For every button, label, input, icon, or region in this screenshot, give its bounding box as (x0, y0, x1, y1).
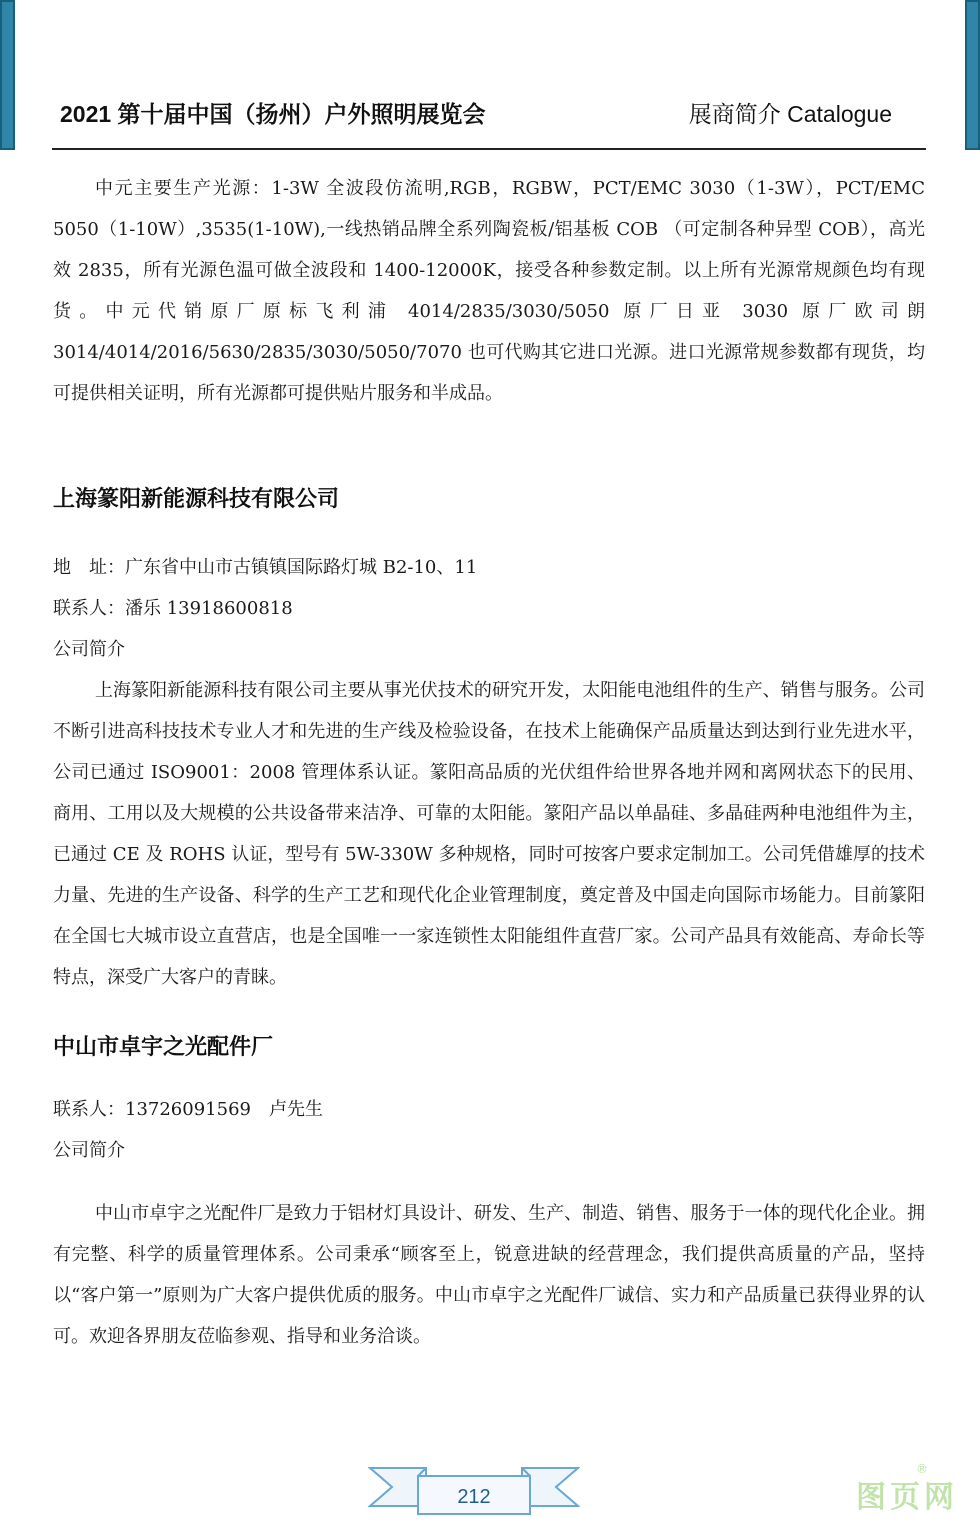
header-title: 2021 第十届中国（扬州）户外照明展览会 (60, 101, 486, 127)
page-footer (368, 1462, 580, 1518)
company-1-name: 上海篆阳新能源科技有限公司 (53, 486, 340, 511)
company-1-intro-label: 公司简介 (53, 639, 125, 660)
company-section-1 (53, 478, 925, 998)
page-content (53, 168, 925, 1357)
watermark-registered-mark: ® (916, 1462, 928, 1476)
page-header (56, 96, 926, 136)
header-catalogue: 展商简介 Catalogue (688, 101, 892, 127)
company-1-contact: 联系人：潘乐 13918600818 (53, 598, 293, 619)
company-1-address: 地 址：广东省中山市古镇镇国际路灯城 B2-10、11 (53, 557, 478, 578)
company-2-name: 中山市卓宇之光配件厂 (53, 1034, 274, 1059)
company-2-description: 中山市卓宇之光配件厂是致力于铝材灯具设计、研发、生产、制造、销售、服务于一体的现代化企业。拥有完整、科学的质量管理体系。公司秉承“顾客至上，锐意进缺的经营理念，我们提供高质量的产品，坚持以“客户第一”原则为广大客户提供优质的服务。中山市卓宇之光配件厂诚信、实力和产品质量已获得业界的认可。欢迎各界朋友莅临参观、指导和业务洽谈。 (53, 1203, 925, 1347)
company-1-description: 上海篆阳新能源科技有限公司主要从事光伏技术的研究开发，太阳能电池组件的生产、销售与服务。公司不断引进高科技技术专业人才和先进的生产线及检验设备，在技术上能确保产品质量达到达到行业先进水平，公司已通过 ISO9001：2008 管理体系认证。篆阳高品质的光伏组件给世界各地并网和离网状态下的民用、商用、工用以及大规模的公共设备带来洁净、可靠的太阳能。篆阳产品以单晶硅、多晶硅两种电池组件为主，已通过 CE 及 ROHS 认证，型号有 5W-330W 多种规格，同时可按客户要求定制加工。公司凭借雄厚的技术力量、先进的生产设备、科学的生产工艺和现代化企业管理制度，奠定普及中国走向国际市场能力。目前篆阳在全国七大城市设立直营店，也是全国唯一一家连锁性太阳能组件直营厂家。公司产品具有效能高、寿命长等特点，深受广大客户的青睐。 (53, 680, 925, 988)
intro-paragraph: 中元主要生产光源：1-3W 全波段仿流明,RGB，RGBW，PCT/EMC 3030（1-3W），PCT/EMC 5050（1-10W）,3535(1-10W),一线热销品牌全系列陶瓷板/铝基板 COB （可定制各种异型 COB），高光效 2835，所有光源色温可做全波段和 1400-12000K，接受各种参数定制。以上所有光源常规颜色均有现货。中元代销原厂原标飞利浦 4014/2835/3030/5050 原厂日亚 3030 原厂欧司朗 3014/4014/2016/5630/2835/3030/5050/7070 也可代购其它进口光源。进口光源常规参数都有现货，均可提供相关证明，所有光源都可提供贴片服务和半成品。 (53, 178, 925, 404)
left-edge-tab (0, 0, 15, 150)
watermark-logo: 图页网 (856, 1480, 958, 1515)
company-2-intro-label: 公司简介 (53, 1140, 125, 1161)
page-number: 212 (457, 1486, 491, 1508)
company-section-2 (53, 1026, 925, 1357)
right-edge-tab (965, 0, 980, 150)
header-divider (52, 148, 926, 150)
company-2-contact: 联系人：13726091569 卢先生 (53, 1099, 323, 1120)
